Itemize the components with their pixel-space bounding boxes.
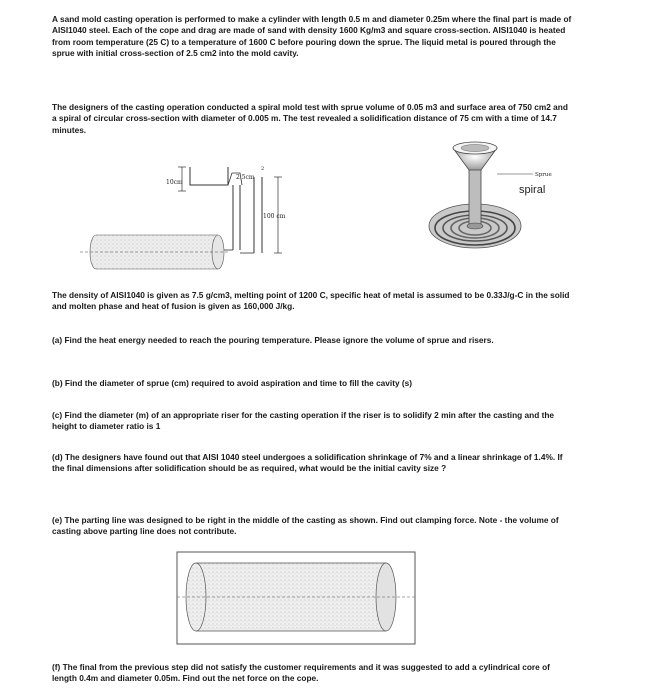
question-f: (f) The final from the previous step did not satisfy the customer requirements and it was suggested to add a cylindrical core of length 0.4m and diameter 0.05m. Find out the net force on the cope.: [52, 662, 550, 684]
spiral-test-paragraph: The designers of the casting operation conducted a spiral mold test with sprue volume of 0.05 m3 and surface area of 750 cm2 and a spiral of circular cross-section with diameter of 0.005 m. The test revealed a solidification distance of 75 cm with a time of 14.7 minutes.: [52, 102, 568, 135]
label-sprue: Sprue: [535, 172, 552, 178]
question-c: (c) Find the diameter (m) of an appropriate riser for the casting operation if the riser is to solidify 2 min after the casting and the height to diameter ratio is 1: [52, 410, 555, 432]
parting-line-figure: [176, 551, 416, 645]
question-a: (a) Find the heat energy needed to reach the pouring temperature. Please ignore the volume of sprue and risers.: [52, 335, 494, 345]
intro-paragraph: A sand mold casting operation is performed to make a cylinder with length 0.5 m and diameter 0.25m where the final part is made of AISI1040 steel. Each of the cope and drag are made of sand with density 1600 Kg/m3 and square cross-section. AISI1040 is heated from room temperature (25 C) to a temperature of 1600 C before pouring down the sprue. The liquid metal is poured through the sprue with initial cross-section of 2.5 cm2 into the mold cavity.: [52, 14, 572, 58]
question-e: (e) The parting line was designed to be right in the middle of the casting as shown. Find out clamping force. Note - the volume of casting above parting line does not contribute.: [52, 515, 559, 537]
label-2-5cm: 2.5cm: [236, 174, 255, 181]
label-superscript-2: 2: [261, 166, 265, 172]
question-b: (b) Find the diameter of sprue (cm) required to avoid aspiration and time to fill the cavity (s): [52, 378, 413, 388]
label-spiral: spiral: [519, 184, 546, 196]
label-10cm: 10cm: [166, 179, 183, 186]
material-properties-paragraph: The density of AISI1040 is given as 7.5 g/cm3, melting point of 1200 C, specific heat of metal is assumed to be 0.33J/g-C in the solid and molten phase and heat of fusion is given as 160,000 J/kg.: [52, 290, 570, 312]
gating-system-figure: [80, 155, 330, 280]
question-d: (d) The designers have found out that AISI 1040 steel undergoes a solidification shrinkage of 7% and a linear shrinkage of 1.4%. If the final dimensions after solidification should be as required, what would be the initial cavity size ?: [52, 452, 563, 474]
spiral-test-figure: [415, 138, 580, 263]
label-100cm: 100 cm: [263, 213, 286, 220]
